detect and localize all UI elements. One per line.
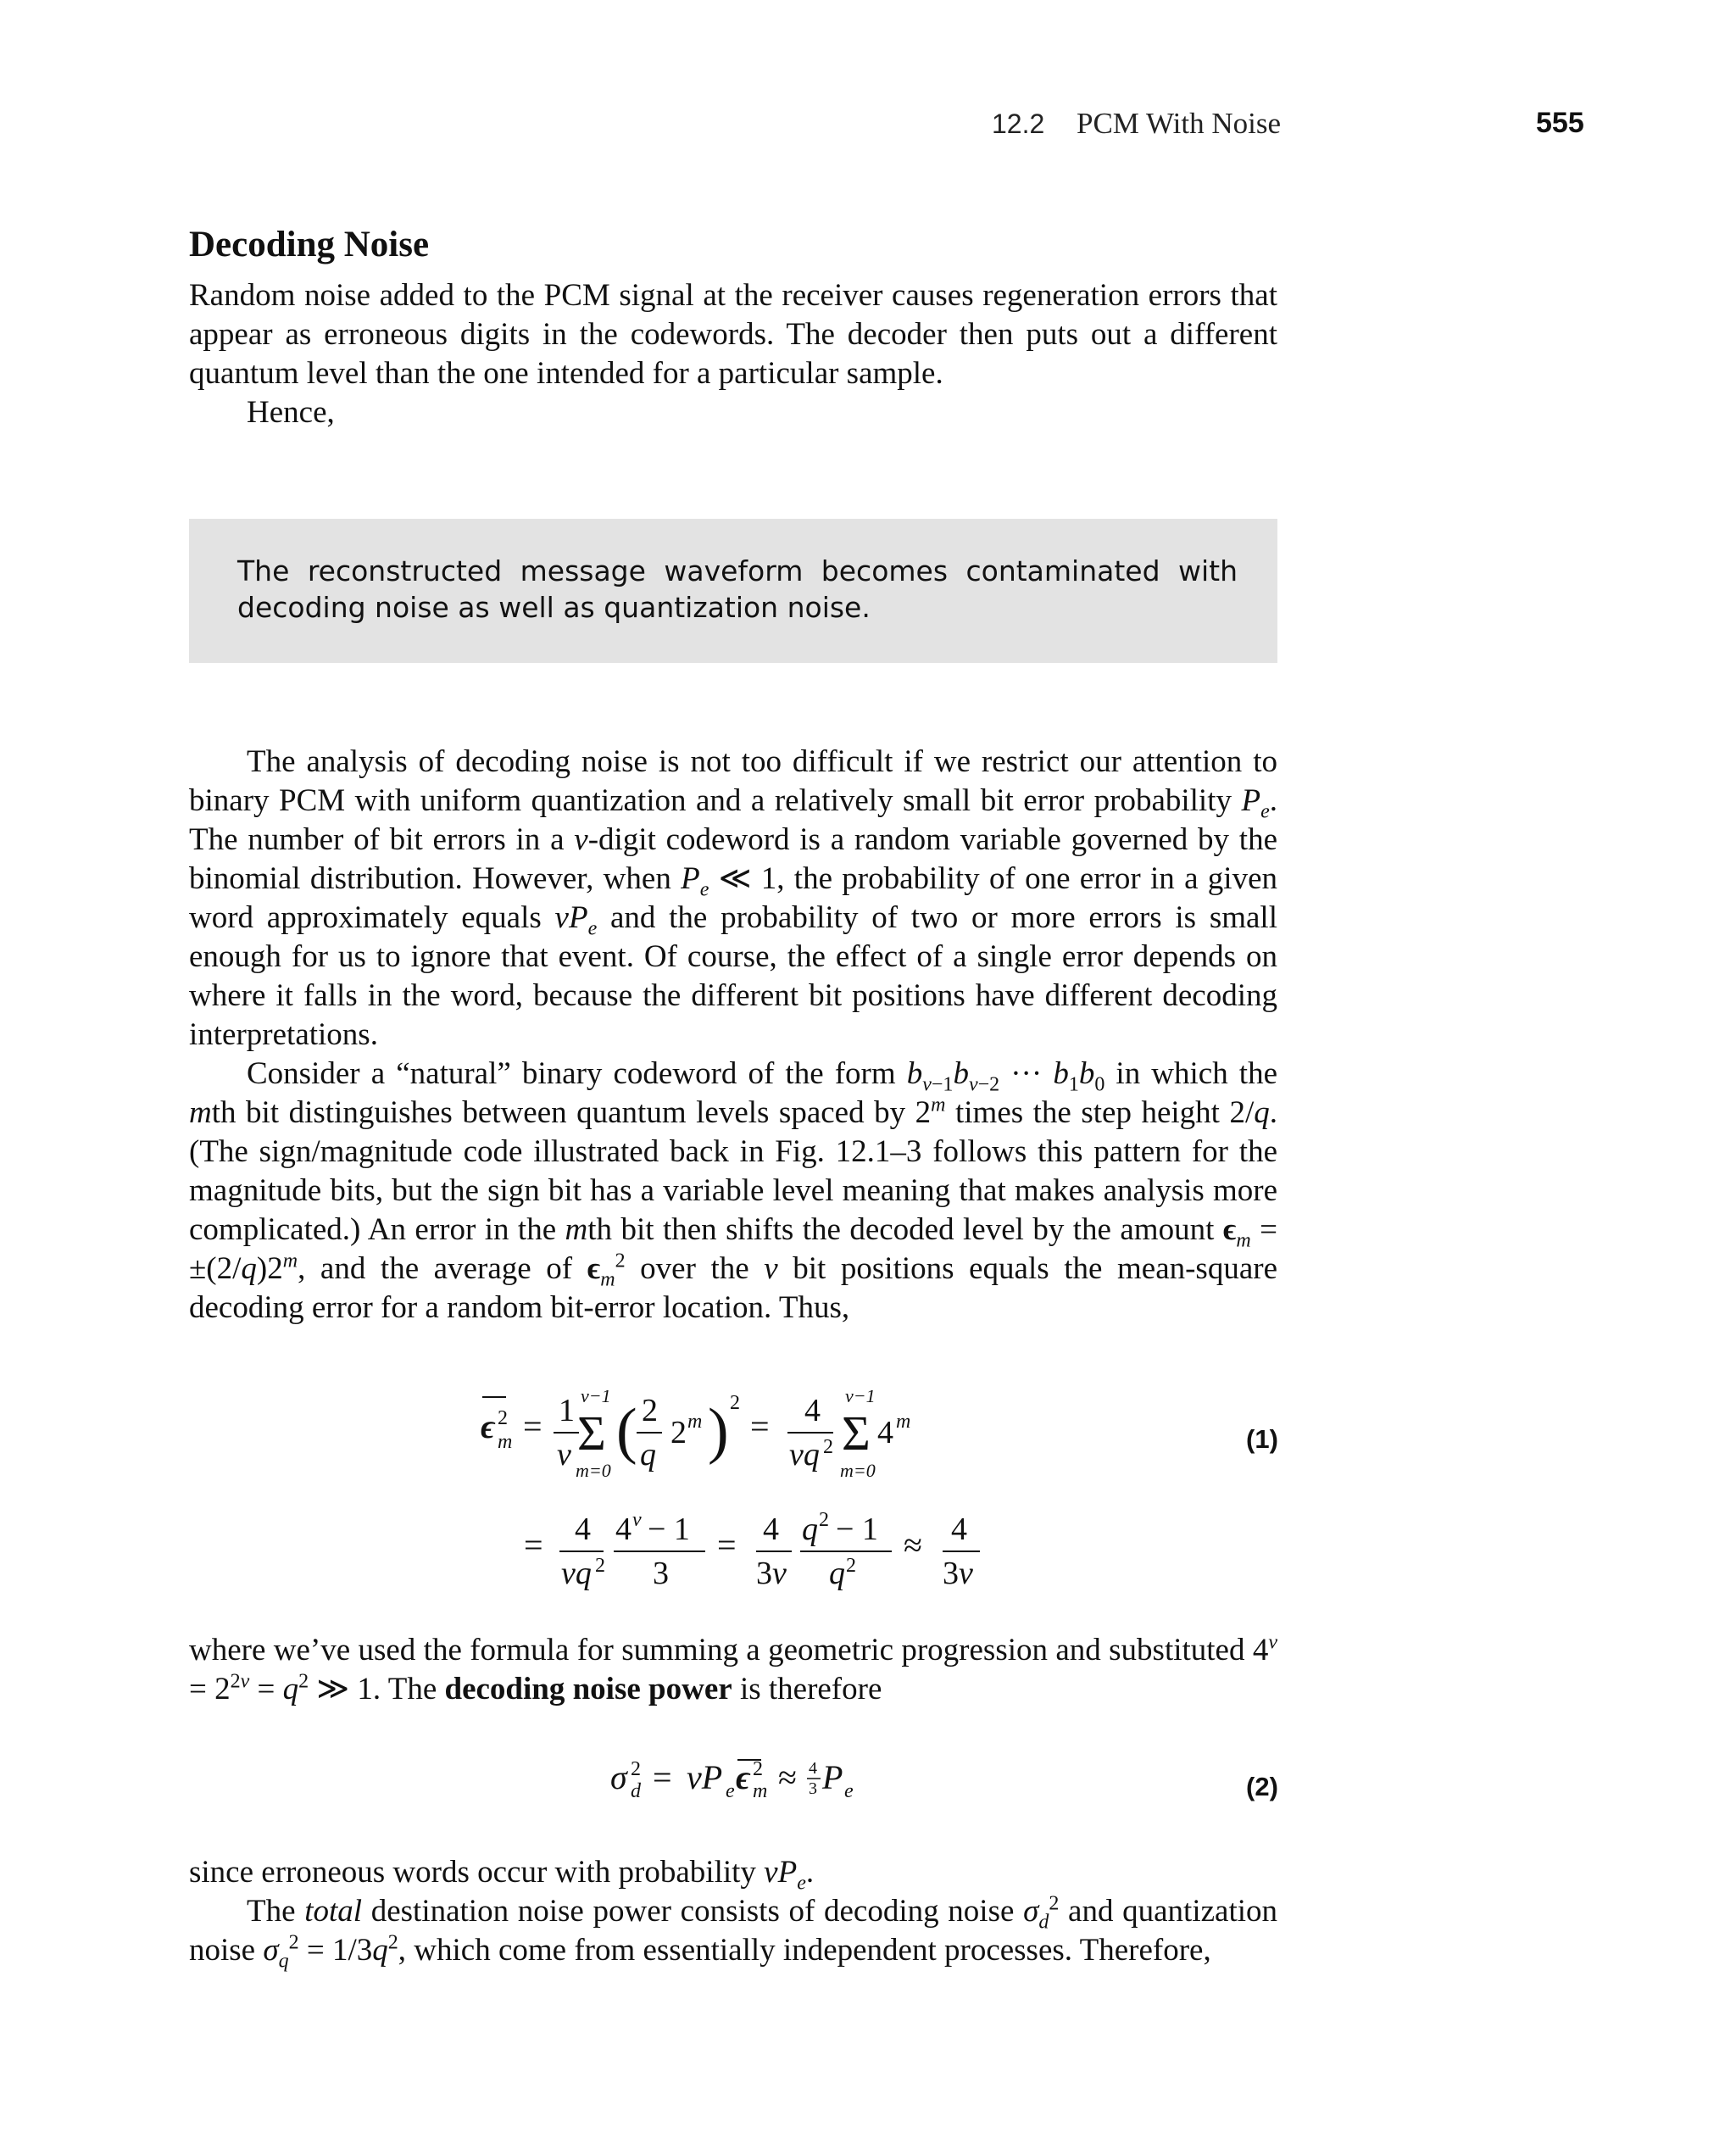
equation-1-number: (1) bbox=[1246, 1424, 1278, 1454]
svg-text:2: 2 bbox=[846, 1555, 856, 1577]
svg-text:m: m bbox=[687, 1411, 703, 1433]
svg-text:2: 2 bbox=[670, 1415, 687, 1450]
svg-text:4: 4 bbox=[615, 1512, 632, 1547]
svg-text:2: 2 bbox=[631, 1758, 641, 1780]
svg-text:4: 4 bbox=[763, 1512, 779, 1547]
svg-text:3ν: 3ν bbox=[756, 1556, 787, 1591]
section-number: 12.2 bbox=[992, 109, 1045, 139]
equation-1-line-2 bbox=[517, 1509, 992, 1611]
svg-text:νP: νP bbox=[687, 1758, 723, 1796]
svg-text:4: 4 bbox=[877, 1415, 893, 1450]
svg-text:2: 2 bbox=[595, 1555, 605, 1577]
svg-text:): ) bbox=[708, 1396, 729, 1466]
svg-text:2: 2 bbox=[642, 1393, 658, 1428]
svg-text:e: e bbox=[726, 1780, 735, 1802]
svg-text:m: m bbox=[498, 1431, 513, 1453]
svg-text:m: m bbox=[896, 1411, 911, 1433]
svg-text:4: 4 bbox=[804, 1393, 821, 1428]
callout-text: The reconstructed message waveform becomes contaminated with decoding noise as well as quantization noise. bbox=[237, 554, 1238, 624]
svg-text:q: q bbox=[802, 1512, 818, 1547]
svg-text:m: m bbox=[753, 1780, 768, 1802]
svg-text:3: 3 bbox=[809, 1779, 817, 1798]
svg-text:ν−1: ν−1 bbox=[845, 1390, 876, 1406]
svg-text:Σ: Σ bbox=[842, 1406, 871, 1461]
svg-text:− 1: − 1 bbox=[836, 1512, 878, 1547]
equation-2 bbox=[610, 1751, 865, 1819]
svg-text:4: 4 bbox=[575, 1512, 591, 1547]
svg-text:1: 1 bbox=[559, 1393, 575, 1428]
svg-text:≈: ≈ bbox=[778, 1758, 797, 1796]
svg-text:≈: ≈ bbox=[904, 1526, 922, 1564]
paragraph-codeword: Consider a “natural” binary codeword of the form $b_{\nu-1}b_{\nu-2}$ ··· $b_1b_0$ in which the mth bit distinguishes between quantum levels spaced by 2$^m$ times the step height 2/q. (The sign/magnitude code illustrated back in Fig. 12.1–3 follows this pattern for the magnitude bits, but the sign bit has a variable level meaning that makes analysis more complicated.) An error in the mth bit then shifts the decoded level by the amount $\epsilon_m = \pm(2/q)2^m$, and the average of $\epsilon_m^2$ over the ν bit positions equals the mean-square decoding error for a random bit-error location. Thus, bbox=[189, 1056, 1278, 1325]
svg-text:e: e bbox=[844, 1780, 854, 1802]
svg-text:2: 2 bbox=[753, 1758, 763, 1780]
svg-text:(: ( bbox=[616, 1396, 637, 1466]
page-number: 555 bbox=[1536, 107, 1584, 139]
svg-text:m=0: m=0 bbox=[576, 1460, 611, 1481]
svg-text:ϵ: ϵ bbox=[736, 1758, 751, 1796]
svg-text:σ: σ bbox=[610, 1758, 627, 1796]
callout-box bbox=[189, 519, 1277, 663]
svg-text:=: = bbox=[653, 1758, 672, 1796]
svg-text:P: P bbox=[822, 1758, 843, 1796]
paragraph-analysis: The analysis of decoding noise is not too difficult if we restrict our attention to binary PCM with uniform quantization and a relatively small bit error probability $P_e$. The number of bit errors in a ν-digit codeword is a random variable governed by the binomial distribution. However, when $P_e$ ≪ 1, the probability of one error in a given word approximately equals $\nu P_e$ and the probability of two or more errors is small enough for us to ignore that event. Of course, the effect of a single error depends on where it falls in the word, because the different bit positions have different decoding interpretations. bbox=[189, 744, 1277, 1052]
svg-text:νq: νq bbox=[789, 1437, 820, 1473]
svg-text:=: = bbox=[717, 1526, 737, 1564]
svg-text:2: 2 bbox=[823, 1436, 833, 1458]
svg-text:2: 2 bbox=[819, 1509, 829, 1531]
svg-text:=: = bbox=[524, 1526, 543, 1564]
section-heading: Decoding Noise bbox=[189, 225, 430, 264]
svg-text:4: 4 bbox=[951, 1512, 967, 1547]
equation-1-line-1 bbox=[462, 1390, 937, 1492]
svg-text:2: 2 bbox=[730, 1392, 740, 1414]
svg-text:=: = bbox=[750, 1407, 770, 1445]
running-title: PCM With Noise bbox=[1077, 107, 1282, 140]
svg-text:q: q bbox=[640, 1437, 656, 1473]
svg-text:ν−1: ν−1 bbox=[581, 1390, 611, 1406]
svg-text:ϵ: ϵ bbox=[481, 1407, 496, 1445]
svg-text:ν: ν bbox=[557, 1437, 571, 1473]
svg-text:− 1: − 1 bbox=[648, 1512, 690, 1547]
svg-text:=: = bbox=[523, 1407, 542, 1445]
paragraph-intro: Random noise added to the PCM signal at the receiver causes regeneration errors that appear as erroneous digits in the codewords. The decoder then puts out a different quantum level than the one intended for a particular sample. bbox=[189, 278, 1277, 391]
svg-text:νq: νq bbox=[561, 1556, 592, 1591]
svg-text:ν: ν bbox=[632, 1509, 642, 1531]
svg-text:q: q bbox=[829, 1556, 845, 1591]
svg-text:Σ: Σ bbox=[577, 1406, 606, 1461]
svg-text:m=0: m=0 bbox=[840, 1460, 876, 1481]
svg-text:d: d bbox=[631, 1780, 641, 1802]
equation-2-number: (2) bbox=[1246, 1772, 1278, 1801]
svg-text:3: 3 bbox=[653, 1556, 669, 1591]
paragraph-hence: Hence, bbox=[247, 395, 335, 430]
svg-text:4: 4 bbox=[809, 1759, 817, 1778]
paragraph-erroneous-words: since erroneous words occur with probability $\nu P_e$. bbox=[189, 1855, 815, 1895]
paragraph-total-noise: The total destination noise power consists of decoding noise $\sigma_d^2$ and quantization noise $\sigma_q^2 = 1/3q^2$, which come from essentially independent processes. Therefore, bbox=[189, 1892, 1277, 1973]
svg-text:2: 2 bbox=[498, 1407, 508, 1429]
paragraph-geometric: where we’ve used the formula for summing a geometric progression and substituted $4^\nu = 2^{2\nu} = q^2$ ≫ 1. The decoding noise power is therefore bbox=[189, 1631, 1277, 1706]
svg-text:3ν: 3ν bbox=[943, 1556, 973, 1591]
